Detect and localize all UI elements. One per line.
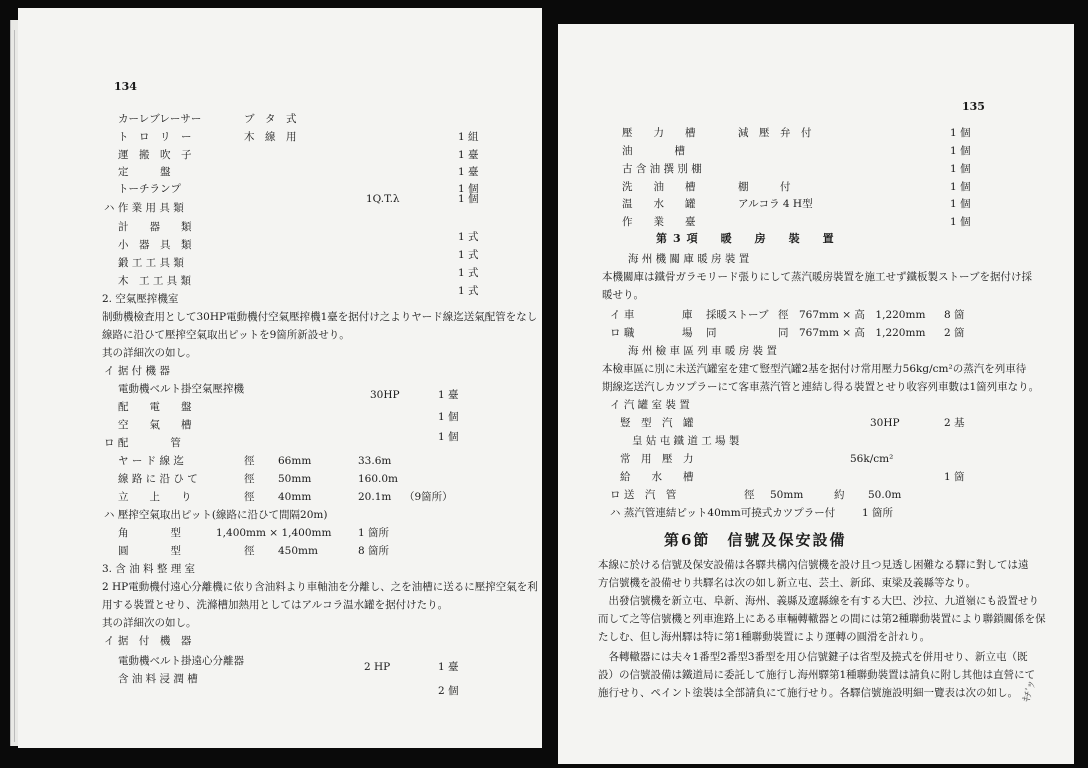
text-line: イ 汽 罐 室 裝 置	[610, 399, 690, 411]
text-line: 30HP	[870, 417, 900, 429]
text-line: 圓 型	[118, 545, 181, 557]
text-line: 1Q.T.λ	[366, 193, 400, 205]
text-line: 而して之等信號機と列車進路上にある車輛轉轍器との間には第2種聯動裝置により聯鎖關係を保	[598, 613, 1046, 625]
text-line: 設）の信號設備は鐵道局に委託して施行し海州驛第1種聯動裝置は請負に附し其他は直營にて	[598, 669, 1036, 681]
text-line: 含 油 料 浸 潤 槽	[118, 673, 198, 685]
text-line: 洗 油 槽	[622, 181, 696, 193]
text-line: 小 器 具 類	[118, 239, 192, 251]
text-line: ロ 送 汽 管	[610, 489, 677, 501]
text-line: 1 組	[458, 131, 479, 143]
text-line: 同	[706, 327, 717, 339]
text-line: 各轉轍器には夫々1番型2番型3番型を用ひ信號鍵子は省型及撓式を併用せり、新立屯（既	[598, 651, 1028, 663]
text-line: 配 電 盤	[118, 401, 192, 413]
text-line: 1 臺	[458, 166, 479, 178]
text-line: 1 臺	[458, 149, 479, 161]
text-line: 1 個	[458, 183, 479, 195]
text-line: 30HP	[370, 389, 400, 401]
text-line: 立 上 り	[118, 491, 192, 503]
text-line: 1 式	[458, 231, 479, 243]
text-line: 1 個	[950, 198, 971, 210]
text-line: 庫	[682, 309, 693, 321]
text-line: 角 型	[118, 527, 181, 539]
text-line: （9箇所）	[404, 491, 453, 503]
text-line: アルコラ 4 H型	[738, 198, 813, 210]
handwritten-note: ｷﾁﾞﾂ	[1021, 680, 1039, 704]
text-line: 56k/cm²	[850, 453, 894, 465]
text-line: 1 個	[950, 127, 971, 139]
text-line: 用する裝置とせり、洗滌槽加熱用としてはアルコラ温水罐を据付けたり。	[102, 599, 449, 611]
text-line: 2 HP電動機付遠心分離機に依り含油料より車軸油を分離し、之を油槽に送るに壓搾空氣を利	[102, 581, 538, 593]
text-line: 8 箇	[944, 309, 965, 321]
page-number: 134	[114, 80, 137, 93]
page-number: 135	[962, 100, 985, 113]
text-line: 1 箇	[944, 471, 965, 483]
text-line: 海 州 機 關 庫 暖 房 裝 置	[628, 253, 750, 265]
text-line: 1 個	[950, 181, 971, 193]
text-line: 皇 姑 屯 鐵 道 工 場 製	[632, 435, 740, 447]
text-line: 期線迄送汽しカツプラーにて客車蒸汽管と連結し得る裝置とせり收容列車數は1箇列車なり。	[602, 381, 1040, 393]
text-line: 線 路 に 沿 ひ て	[118, 473, 198, 485]
text-line: 1 臺	[438, 661, 459, 673]
text-line: カーレブレーサー	[118, 113, 202, 125]
text-line: ヤ ー ド 線 迄	[118, 455, 184, 467]
text-line: イ 据 付 機 器	[104, 365, 170, 377]
text-line: 本檢車區に別に未送汽罐室を建て豎型汽罐2基を据付け常用壓力56kg/cm²の蒸汽を列車待	[602, 363, 1027, 375]
section-heading: 第6節 信號及保安設備	[664, 531, 847, 549]
text-line: 本線に於ける信號及保安設備は各驛共構內信號機を設け且つ見透し困難なる驛に對しては遠	[598, 559, 1029, 571]
text-line: 1,400mm × 1,400mm	[216, 527, 332, 539]
text-line: イ 車	[610, 309, 635, 321]
text-line: 温 水 罐	[622, 198, 696, 210]
text-line: 運 搬 吹 子	[118, 149, 192, 161]
text-line: 1 式	[458, 267, 479, 279]
text-line: ハ 蒸汽管連結ピット40mm可撓式カツプラー付	[610, 507, 836, 519]
text-line: 海 州 檢 車 區 列 車 暖 房 裝 置	[628, 345, 777, 357]
text-line: ロ 配 管	[104, 437, 181, 449]
text-line: 作 業 臺	[622, 216, 696, 228]
text-line: 66mm	[278, 455, 312, 467]
text-line: 50mm	[770, 489, 804, 501]
text-line: 1 個	[950, 145, 971, 157]
text-line: 本機關庫は鐵骨ガラモリード張りにして蒸汽暖房裝置を施工せず鐵板製ストーブを据付け採	[602, 271, 1032, 283]
text-line: 施行せり、ペイント塗裝は全部請負にて施行せり。各驛信號施設明細一覽表は次の如し。	[598, 687, 1018, 699]
text-line: 160.0m	[358, 473, 399, 485]
text-line: 徑	[244, 491, 255, 503]
text-line: 40mm	[278, 491, 312, 503]
text-line: 1 式	[458, 285, 479, 297]
text-line: 豎 型 汽 罐	[620, 417, 694, 429]
text-line: イ 据 付 機 器	[104, 635, 192, 647]
text-line: 2. 空氣壓搾機室	[102, 293, 179, 305]
text-line: 450mm	[278, 545, 318, 557]
text-line: 制動機檢査用として30HP電動機付空氣壓搾機1臺を据付け之よりヤード線迄送氣配管をなし	[102, 311, 538, 323]
text-line: 計 器 類	[118, 221, 192, 233]
text-line: たしむ、但し海州驛は特に第1種聯動裝置により運轉の圓滑を計れり。	[598, 631, 931, 643]
text-line: 3. 含 油 料 整 理 室	[102, 563, 196, 575]
text-line: 1 個	[458, 193, 479, 205]
text-line: 鍛 工 工 具 類	[118, 257, 184, 269]
text-line: 2 箇	[944, 327, 965, 339]
text-line: 木 工 工 具 類	[118, 275, 192, 287]
text-line: 50.0m	[868, 489, 902, 501]
text-line: 古 含 油 撰 別 棚	[622, 163, 702, 175]
text-line: ハ 壓搾空氣取出ピット(線路に沿ひて間隔20m)	[104, 509, 328, 521]
text-line: 出發信號機を新立屯、阜新、海州、義縣及遼縣線を有する大巴、沙拉、九道嶺にも設置せり	[598, 595, 1039, 607]
text-line: 空 氣 槽	[118, 419, 192, 431]
left-page	[18, 8, 542, 748]
text-line: 其の詳細次の如し。	[102, 617, 197, 629]
text-line: 8 箇所	[358, 545, 390, 557]
text-line: 徑	[244, 545, 255, 557]
text-line: 徑	[244, 473, 255, 485]
text-line: 2 HP	[364, 661, 391, 673]
text-line: 定 盤	[118, 166, 171, 178]
text-line: 2 個	[438, 685, 459, 697]
text-line: 油 槽	[622, 145, 685, 157]
text-line: 徑	[244, 455, 255, 467]
right-page	[558, 24, 1074, 764]
text-line: 給 水 槽	[620, 471, 694, 483]
text-line: ハ 作 業 用 具 類	[104, 202, 184, 214]
text-line: 減 壓 弁 付	[738, 127, 812, 139]
text-line: ロ 職	[610, 327, 635, 339]
text-line: 常 用 壓 力	[620, 453, 694, 465]
text-line: 其の詳細次の如し。	[102, 347, 197, 359]
text-line: 33.6m	[358, 455, 392, 467]
text-line: ブ タ 式	[244, 113, 297, 125]
text-line: 同 767mm × 高 1,220mm	[778, 327, 926, 339]
text-line: 1 個	[950, 216, 971, 228]
text-line: 1 個	[438, 411, 459, 423]
text-line: 場	[682, 327, 693, 339]
text-line: 木 線 用	[244, 131, 297, 143]
text-line: 約	[834, 489, 845, 501]
text-line: 暖せり。	[602, 289, 644, 301]
text-line: 1 個	[438, 431, 459, 443]
text-line: 1 式	[458, 249, 479, 261]
text-line: 電動機ベルト掛遠心分離器	[118, 655, 244, 667]
text-line: 壓 力 槽	[622, 127, 696, 139]
text-line: 徑	[744, 489, 755, 501]
text-line: 20.1m	[358, 491, 392, 503]
text-line: 方信號機を設備せり共驛名は次の如し新立屯、芸土、新邱、東梁及義縣等なり。	[598, 577, 976, 589]
text-line: 棚 付	[738, 181, 791, 193]
text-line: 1 臺	[438, 389, 459, 401]
text-line: 1 箇所	[862, 507, 894, 519]
text-line: 採暖ストーブ	[706, 309, 769, 321]
text-line: 徑 767mm × 高 1,220mm	[778, 309, 926, 321]
subsection-heading: 第3項 暖 房 裝 置	[656, 232, 840, 245]
text-line: 線路に沿ひて壓搾空氣取出ピットを9箇所新設せり。	[102, 329, 350, 341]
text-line: 1 箇所	[358, 527, 390, 539]
text-line: 1 個	[950, 163, 971, 175]
text-line: トーチランプ	[118, 183, 181, 195]
text-line: 50mm	[278, 473, 312, 485]
text-line: ト ロ リ ー	[118, 131, 192, 143]
text-line: 電動機ベルト掛空氣壓搾機	[118, 383, 244, 395]
text-line: 2 基	[944, 417, 965, 429]
